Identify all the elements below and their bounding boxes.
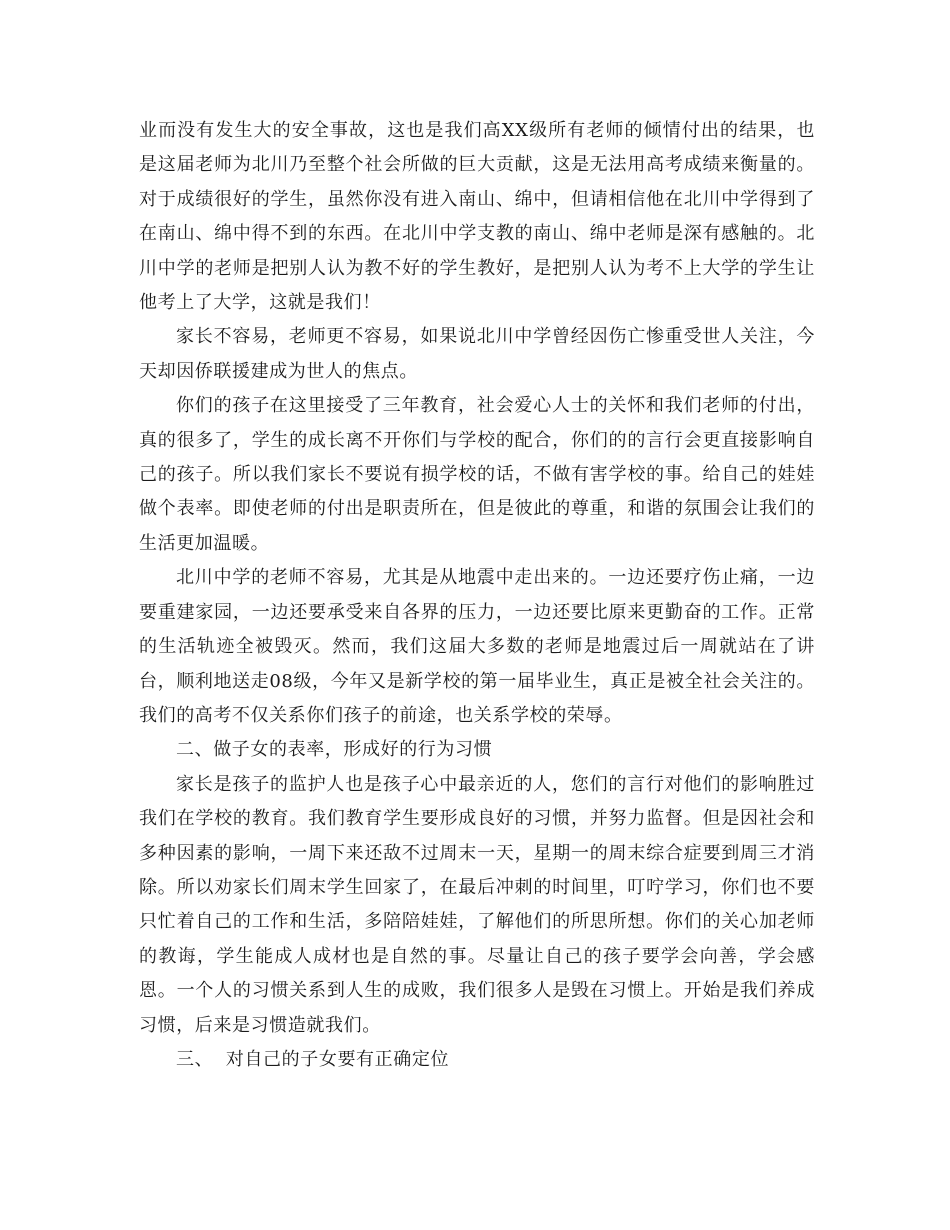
paragraph-5: 家长是孩子的监护人也是孩子心中最亲近的人，您们的言行对他们的影响胜过我们在学校的教育。我们教育学生要形成良好的习惯，并努力监督。但是因社会和多种因素的影响，一周下来还敌不过周末一天，星期一的周末综合症要到周三才消除。所以劝家长们周末学生回家了，在最后冲刺的时间里，叮咛学习，你们也不要只忙着自己的工作和生活，多陪陪娃娃，了解他们的所思所想。你们的关心加老师的教诲，学生能成人成材也是自然的事。尽量让自己的孩子要学会向善，学会感恩。一个人的习惯关系到人生的成败，我们很多人是毁在习惯上。开始是我们养成习惯，后来是习惯造就我们。 bbox=[139, 773, 815, 1036]
paragraph-2: 家长不容易，老师更不容易，如果说北川中学曾经因伤亡惨重受世人关注，今天却因侨联援建成为世人的焦点。 bbox=[139, 326, 815, 382]
paragraph-4: 北川中学的老师不容易，尤其是从地震中走出来的。一边还要疗伤止痛，一边要重建家园，一边还要承受来自各界的压力，一边还要比原来更勤奋的工作。正常的生活轨迹全被毁灭。然而，我们这届大多数的老师是地震过后一周就站在了讲台，顺利地送走08级，今年又是新学校的第一届毕业生，真正是被全社会关注的。我们的高考不仅关系你们孩子的前途，也关系学校的荣辱。 bbox=[139, 567, 815, 726]
paragraph-3: 你们的孩子在这里接受了三年教育，社会爱心人士的关怀和我们老师的付出，真的很多了，学生的成长离不开你们与学校的配合，你们的的言行会更直接影响自己的孩子。所以我们家长不要说有损学校的话，不做有害学校的事。给自己的娃娃做个表率。即使老师的付出是职责所在，但是彼此的尊重，和谐的氛围会让我们的生活更加温暖。 bbox=[139, 395, 815, 554]
section-heading-3: 三、 对自己的子女要有正确定位 bbox=[176, 1048, 450, 1070]
paragraph-1: 业而没有发生大的安全事故，这也是我们高XX级所有老师的倾情付出的结果，也是这届老师为北川乃至整个社会所做的巨大贡献，这是无法用高考成绩来衡量的。对于成绩很好的学生，虽然你没有进入南山、绵中，但请相信他在北川中学得到了在南山、绵中得不到的东西。在北川中学支教的南山、绵中老师是深有感触的。北川中学的老师是把别人认为教不好的学生教好，是把别人认为考不上大学的学生让他考上了大学，这就是我们！ bbox=[139, 120, 815, 314]
section-heading-2: 二、做子女的表率，形成好的行为习惯 bbox=[176, 739, 493, 761]
document-body bbox=[139, 114, 815, 1077]
